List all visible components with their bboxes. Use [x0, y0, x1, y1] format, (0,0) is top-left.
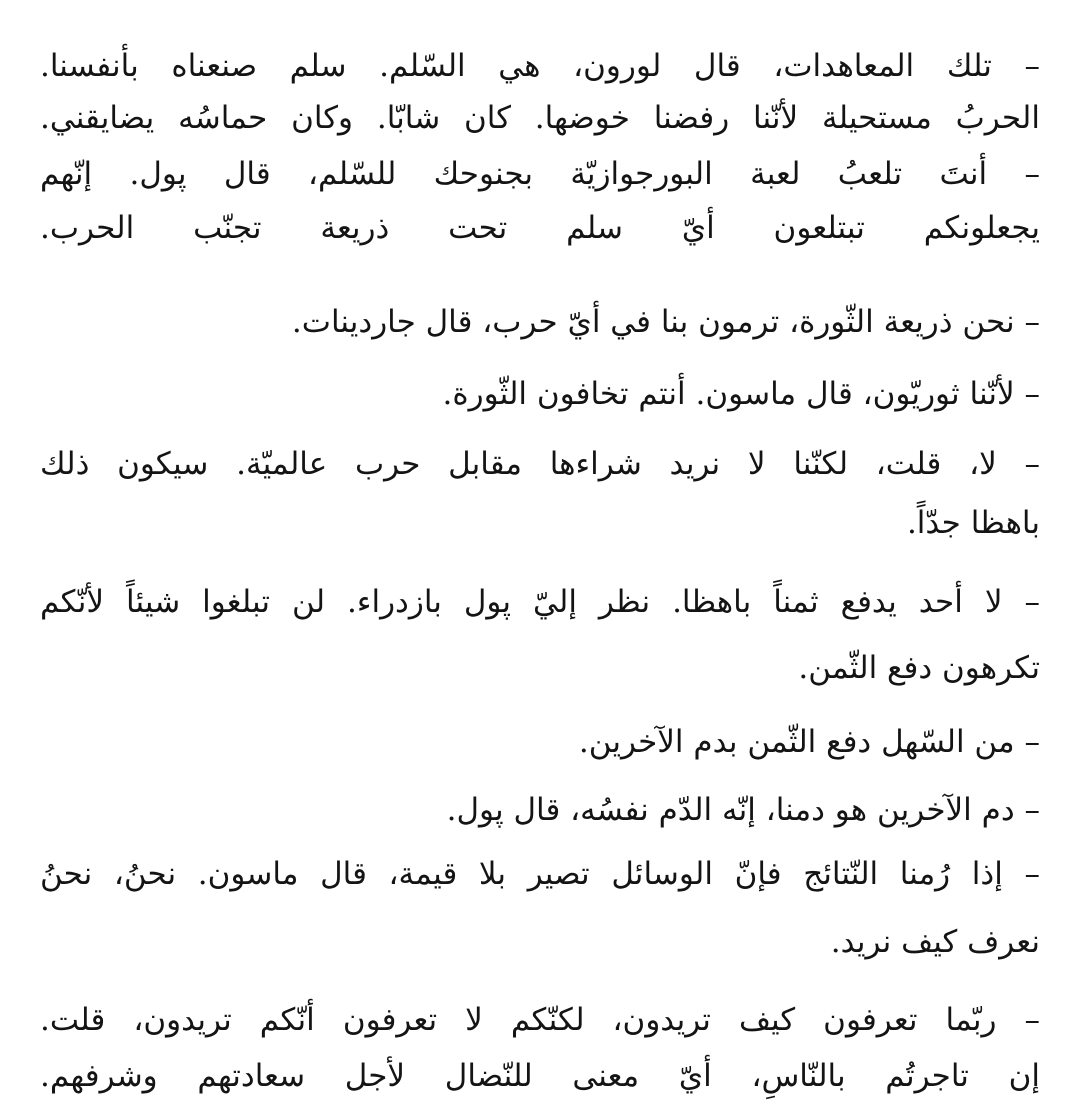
text-line: – أنتَ تلعبُ لعبة البورجوازيّة بجنوحك للسّلم، قال پول. إنّهم — [40, 156, 1040, 192]
text-line: يجعلونكم تبتلعون أيّ سلم تحت ذريعة تجنّب الحرب. — [40, 210, 1040, 246]
text-line: – إذا رُمنا النّتائج فإنّ الوسائل تصير بلا قيمة، قال ماسون. نحنُ، نحنُ — [40, 856, 1040, 892]
text-line: إن تاجرتُم بالنّاسِ، أيّ معنى للنّضال لأجل سعادتهم وشرفهم. — [40, 1058, 1040, 1094]
text-line: – من السّهل دفع الثّمن بدم الآخرين. — [578, 724, 1040, 760]
text-line: باهظا جدّاً. — [906, 505, 1040, 541]
text-line: تكرهون دفع الثّمن. — [798, 650, 1040, 686]
text-line: نعرف كيف نريد. — [830, 924, 1040, 960]
text-line: الحربُ مستحيلة لأنّنا رفضنا خوضها. كان شابّا. وكان حماسُه يضايقني. — [40, 100, 1040, 136]
text-line: – لا، قلت، لكنّنا لا نريد شراءها مقابل حرب عالميّة. سيكون ذلك — [40, 446, 1040, 482]
text-line: – لأنّنا ثوريّون، قال ماسون. أنتم تخافون الثّورة. — [442, 376, 1040, 412]
text-line: – دم الآخرين هو دمنا، إنّه الدّم نفسُه، قال پول. — [446, 792, 1040, 828]
text-line: – تلك المعاهدات، قال لورون، هي السّلم. سلم صنعناه بأنفسنا. — [40, 48, 1040, 84]
text-line: – نحن ذريعة الثّورة، ترمون بنا في أيّ حرب، قال جاردينات. — [291, 304, 1040, 340]
text-line: – ربّما تعرفون كيف تريدون، لكنّكم لا تعرفون أنّكم تريدون، قلت. — [40, 1002, 1040, 1038]
text-line: – لا أحد يدفع ثمناً باهظا. نظر إليّ پول بازدراء. لن تبلغوا شيئاً لأنّكم — [40, 584, 1040, 620]
